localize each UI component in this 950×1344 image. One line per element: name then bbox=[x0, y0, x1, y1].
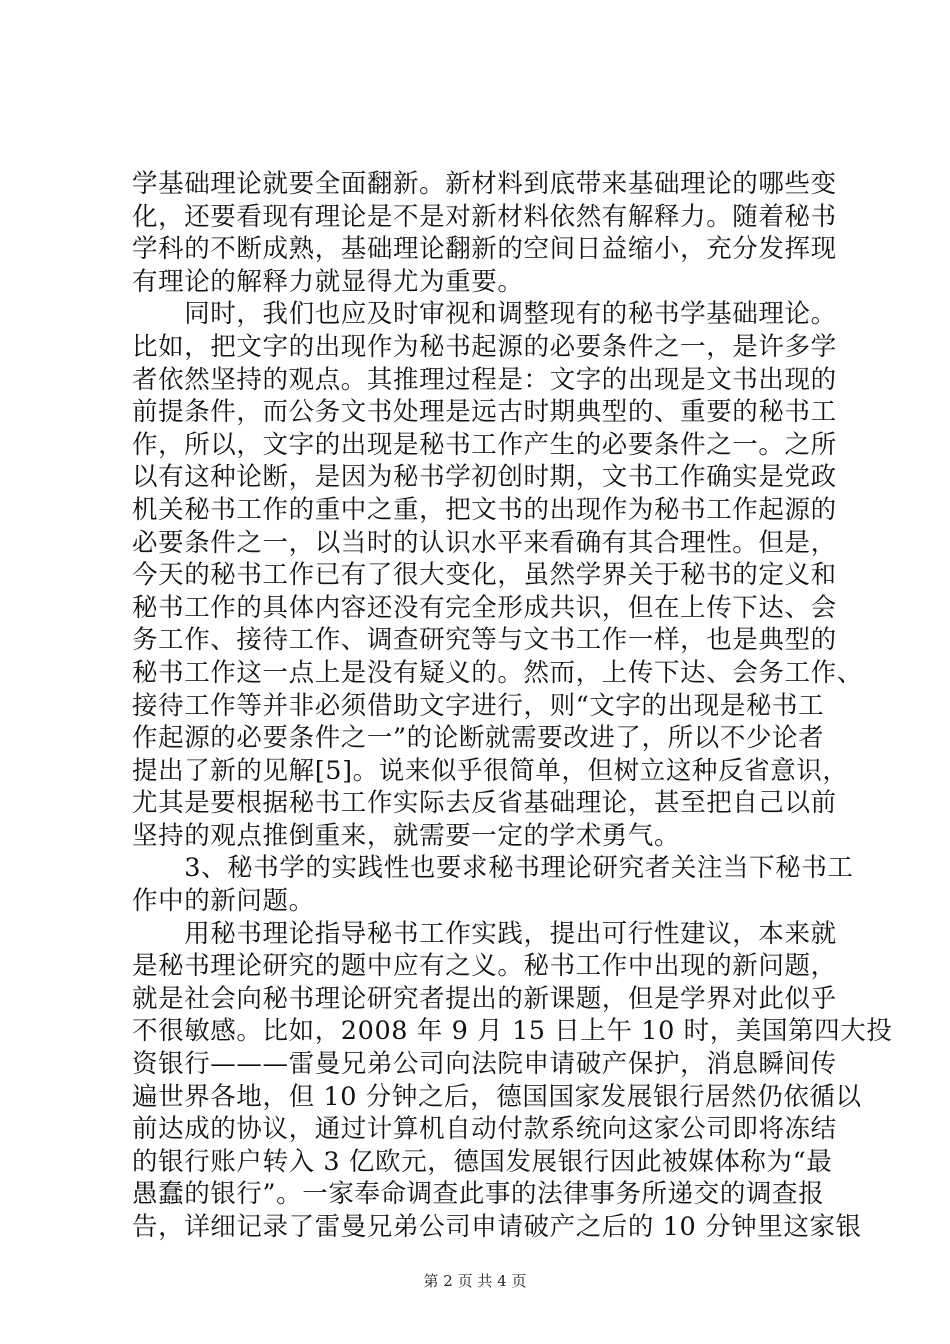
text-line: 者依然坚持的观点。其推理过程是：文字的出现是文书出现的 bbox=[132, 364, 837, 395]
text-line: 秘书工作这一点上是没有疑义的。然而，上传下达、会务工作、 bbox=[132, 657, 863, 688]
text-line: 的银行账户转入 3 亿欧元，德国发展银行因此被媒体称为“最 bbox=[132, 1146, 833, 1177]
text-line: 就是社会向秘书理论研究者提出的新课题，但是学界对此似乎 bbox=[132, 983, 837, 1014]
text-line: 坚持的观点推倒重来，就需要一定的学术勇气。 bbox=[132, 820, 681, 851]
text-line: 接待工作等并非必须借助文字进行，则“文字的出现是秘书工 bbox=[132, 690, 825, 721]
text-line: 必要条件之一，以当时的认识水平来看确有其合理性。但是， bbox=[132, 527, 837, 558]
page-number-footer: 第 2 页 共 4 页 bbox=[423, 1272, 527, 1290]
text-line: 务工作、接待工作、调查研究等与文书工作一样，也是典型的 bbox=[132, 625, 837, 656]
text-line: 不很敏感。比如，2008 年 9 月 15 日上午 10 时，美国第四大投 bbox=[132, 1016, 893, 1047]
text-line: 作起源的必要条件之一”的论断就需要改进了，所以不少论者 bbox=[132, 723, 825, 754]
text-line: 前提条件，而公务文书处理是远古时期典型的、重要的秘书工 bbox=[132, 397, 837, 428]
text-line: 告，详细记录了雷曼兄弟公司申请破产之后的 10 分钟里这家银 bbox=[132, 1212, 862, 1242]
text-line: 前达成的协议，通过计算机自动付款系统向这家公司即将冻结 bbox=[132, 1114, 837, 1145]
text-line: 化，还要看现有理论是不是对新材料依然有解释力。随着秘书 bbox=[132, 201, 837, 232]
text-line: 以有这种论断，是因为秘书学初创时期，文书工作确实是党政 bbox=[132, 462, 837, 493]
text-line: 3、秘书学的实践性也要求秘书理论研究者关注当下秘书工 bbox=[132, 853, 854, 884]
text-line: 尤其是要根据秘书工作实际去反省基础理论，甚至把自己以前 bbox=[132, 788, 837, 819]
text-line: 遍世界各地，但 10 分钟之后，德国国家发展银行居然仍依循以 bbox=[132, 1081, 862, 1112]
text-line: 资银行———雷曼兄弟公司向法院申请破产保护，消息瞬间传 bbox=[132, 1049, 837, 1080]
document-body bbox=[132, 168, 893, 1244]
text-line: 愚蠢的银行”。一家奉命调查此事的法律事务所递交的调查报 bbox=[132, 1179, 825, 1210]
text-line: 学基础理论就要全面翻新。新材料到底带来基础理论的哪些变 bbox=[132, 169, 837, 199]
text-line: 有理论的解释力就显得尤为重要。 bbox=[132, 266, 524, 297]
text-line: 作，所以，文字的出现是秘书工作产生的必要条件之一。之所 bbox=[132, 429, 837, 460]
text-line: 机关秘书工作的重中之重，把文书的出现作为秘书工作起源的 bbox=[132, 494, 837, 525]
text-line: 秘书工作的具体内容还没有完全形成共识，但在上传下达、会 bbox=[132, 592, 837, 623]
text-line: 提出了新的见解[5]。说来似乎很简单，但树立这种反省意识， bbox=[132, 755, 849, 786]
text-line: 今天的秘书工作已有了很大变化，虽然学界关于秘书的定义和 bbox=[132, 560, 837, 591]
text-line: 学科的不断成熟，基础理论翻新的空间日益缩小，充分发挥现 bbox=[132, 234, 837, 265]
text-line: 同时，我们也应及时审视和调整现有的秘书学基础理论。 bbox=[132, 299, 837, 330]
text-line: 用秘书理论指导秘书工作实践，提出可行性建议，本来就 bbox=[132, 918, 837, 949]
text-line: 是秘书理论研究的题中应有之义。秘书工作中出现的新问题， bbox=[132, 951, 837, 982]
text-line: 比如，把文字的出现作为秘书起源的必要条件之一，是许多学 bbox=[132, 331, 837, 362]
text-line: 作中的新问题。 bbox=[132, 886, 315, 917]
